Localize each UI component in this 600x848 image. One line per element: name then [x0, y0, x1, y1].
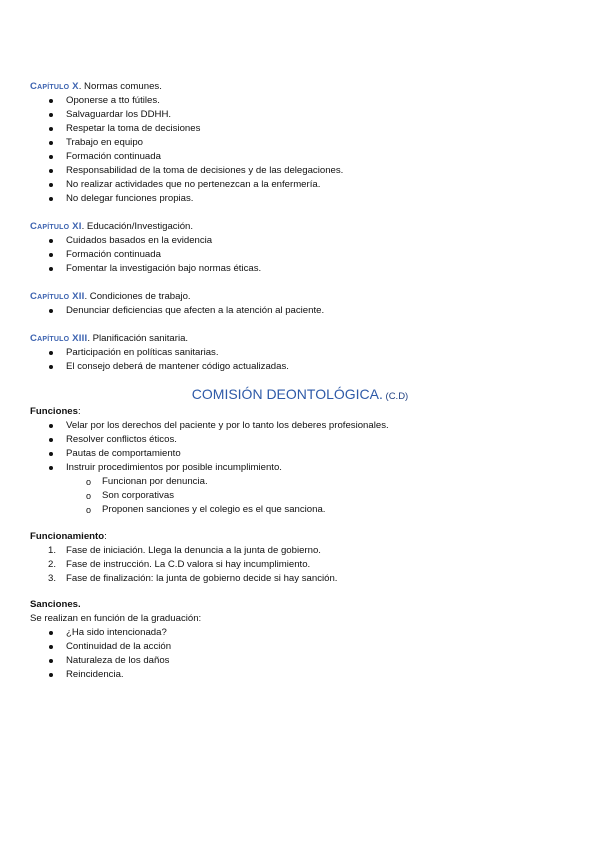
list-item — [30, 346, 289, 360]
bullet-icon — [49, 99, 53, 103]
bullet-icon — [49, 424, 53, 428]
sub-list-item-text: Funcionan por denuncia. — [102, 476, 208, 487]
list-item-text: Oponerse a tto fútiles. — [66, 95, 160, 106]
list-item — [30, 626, 201, 640]
numbered-list-item — [30, 572, 337, 586]
bullet-icon — [49, 267, 53, 271]
list-item-text: Resolver conflictos éticos. — [66, 434, 177, 445]
sub-list-item-text: Son corporativas — [102, 490, 174, 501]
numbered-list-item — [30, 558, 337, 572]
chapter-label: Capítulo XI — [30, 221, 82, 232]
bullet-icon — [49, 169, 53, 173]
list-item — [30, 433, 389, 447]
bullet-icon — [49, 466, 53, 470]
list-item — [30, 178, 343, 192]
list-item-text: Reincidencia. — [66, 669, 124, 680]
section-capitulo-xii — [30, 290, 324, 318]
list-item — [30, 654, 201, 668]
bullet-icon — [49, 127, 53, 131]
list-item-text: Trabajo en equipo — [66, 137, 143, 148]
bullet-icon — [49, 253, 53, 257]
bullet-list — [30, 234, 261, 276]
list-item — [30, 640, 201, 654]
bullet-list — [30, 626, 201, 682]
section-sanciones — [30, 598, 201, 682]
sub-list-item — [30, 475, 389, 489]
list-item-text: Fase de iniciación. Llega la denuncia a la junta de gobierno. — [66, 545, 321, 556]
list-item — [30, 262, 261, 276]
section-intro: Se realizan en función de la graduación: — [30, 613, 202, 624]
list-item — [30, 108, 343, 122]
circle-bullet-icon: o — [86, 477, 92, 487]
section-title: Sanciones. — [30, 599, 81, 610]
bullet-icon — [49, 309, 53, 313]
sub-list — [30, 475, 389, 517]
section-heading — [30, 220, 261, 234]
list-item-text: El consejo deberá de mantener código actualizadas. — [66, 361, 289, 372]
list-item-text: Instruir procedimientos por posible incumplimiento. — [66, 462, 282, 473]
numbered-list — [30, 544, 337, 586]
page-heading — [0, 386, 600, 402]
bullet-icon — [49, 197, 53, 201]
list-number: 2. — [48, 559, 57, 570]
section-heading — [30, 290, 324, 304]
list-item-text: Continuidad de la acción — [66, 641, 172, 652]
chapter-label: Capítulo XIII — [30, 333, 88, 344]
bullet-icon — [49, 155, 53, 159]
sub-list-item-text: Proponen sanciones y el colegio es el que sanciona. — [102, 504, 326, 515]
list-item-text: Formación continuada — [66, 249, 161, 260]
bullet-list — [30, 304, 324, 318]
bullet-icon — [49, 673, 53, 677]
list-item-text: No realizar actividades que no pertenezcan a la enfermería. — [66, 179, 321, 190]
list-item-text: Denunciar deficiencias que afecten a la atención al paciente. — [66, 305, 325, 316]
bullet-list — [30, 346, 289, 374]
list-item — [30, 447, 389, 461]
chapter-label: Capítulo X — [30, 81, 79, 92]
bullet-icon — [49, 141, 53, 145]
list-item — [30, 248, 261, 262]
list-item — [30, 668, 201, 682]
heading-suffix: (C.D) — [382, 391, 409, 402]
list-item-text: Cuidados basados en la evidencia — [66, 235, 213, 246]
section-title: Funciones — [30, 406, 78, 417]
section-heading — [30, 80, 343, 94]
bullet-icon — [49, 452, 53, 456]
list-item-text: Formación continuada — [66, 151, 161, 162]
section-title: Funcionamiento — [30, 531, 105, 542]
bullet-icon — [49, 183, 53, 187]
chapter-label: Capítulo XII — [30, 291, 85, 302]
sub-list-item — [30, 503, 389, 517]
bullet-icon — [49, 438, 53, 442]
list-number: 1. — [48, 545, 57, 556]
section-colon: : — [77, 406, 81, 417]
list-item-text: No delegar funciones propias. — [66, 193, 194, 204]
list-item-text: Salvaguardar los DDHH. — [66, 109, 172, 120]
list-item — [30, 419, 389, 433]
bullet-icon — [49, 659, 53, 663]
list-item-text: Pautas de comportamiento — [66, 448, 181, 459]
section-heading — [30, 405, 389, 419]
bullet-icon — [49, 645, 53, 649]
bullet-icon — [49, 113, 53, 117]
list-item — [30, 192, 343, 206]
section-capitulo-x — [30, 80, 343, 206]
list-item — [30, 150, 343, 164]
list-item-text: ¿Ha sido intencionada? — [66, 627, 167, 638]
section-capitulo-xiii — [30, 332, 289, 374]
list-item-text: Respetar la toma de decisiones — [66, 123, 201, 134]
heading-title: COMISIÓN DEONTOLÓGICA. — [191, 386, 383, 402]
list-item-text: Participación en políticas sanitarias. — [66, 347, 219, 358]
section-funcionamiento — [30, 530, 337, 586]
circle-bullet-icon: o — [86, 491, 92, 501]
bullet-icon — [49, 239, 53, 243]
chapter-title: . Condiciones de trabajo. — [84, 291, 191, 302]
list-item-text: Naturaleza de los daños — [66, 655, 170, 666]
bullet-icon — [49, 631, 53, 635]
list-item — [30, 122, 343, 136]
bullet-list — [30, 419, 389, 475]
list-item-text: Responsabilidad de la toma de decisiones y de las delegaciones. — [66, 165, 344, 176]
list-item — [30, 234, 261, 248]
sub-list-item — [30, 489, 389, 503]
circle-bullet-icon: o — [86, 505, 92, 515]
chapter-title: . Educación/Investigación. — [81, 221, 194, 232]
list-item-text: Fomentar la investigación bajo normas éticas. — [66, 263, 262, 274]
section-colon: : — [104, 531, 107, 542]
list-item — [30, 94, 343, 108]
chapter-title: . Normas comunes. — [78, 81, 162, 92]
list-item — [30, 304, 324, 318]
bullet-list — [30, 94, 343, 206]
chapter-title: . Planificación sanitaria. — [87, 333, 189, 344]
section-funciones — [30, 405, 389, 517]
bullet-icon — [49, 365, 53, 369]
numbered-list-item — [30, 544, 337, 558]
section-heading — [30, 530, 337, 544]
list-number: 3. — [48, 573, 57, 584]
list-item — [30, 360, 289, 374]
bullet-icon — [49, 351, 53, 355]
list-item — [30, 164, 343, 178]
section-capitulo-xi — [30, 220, 261, 276]
section-heading — [30, 332, 289, 346]
list-item-text: Velar por los derechos del paciente y por lo tanto los deberes profesionales. — [66, 420, 389, 431]
list-item — [30, 136, 343, 150]
list-item-text: Fase de finalización: la junta de gobierno decide si hay sanción. — [66, 573, 338, 584]
list-item-text: Fase de instrucción. La C.D valora si hay incumplimiento. — [66, 559, 311, 570]
list-item — [30, 461, 389, 475]
